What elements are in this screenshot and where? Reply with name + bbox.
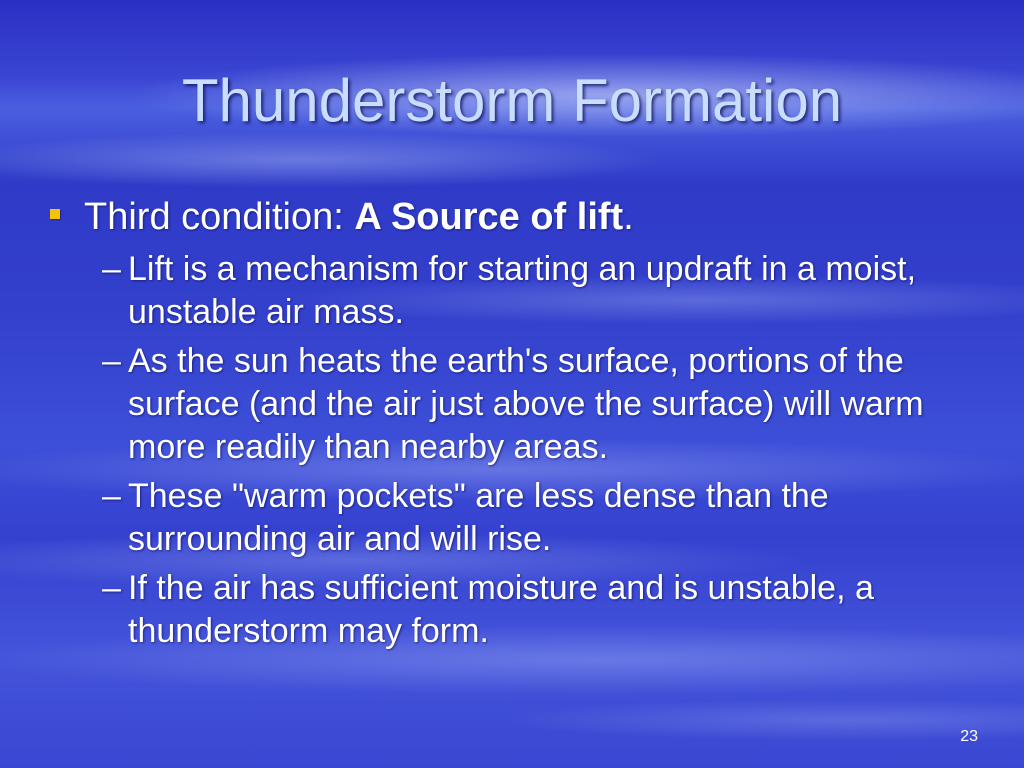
- main-bullet: [48, 192, 988, 242]
- slide-title: Thunderstorm Formation: [181, 67, 843, 134]
- main-bullet-emphasis: A Source of lift: [354, 196, 624, 238]
- dash-bullet-icon: –: [102, 250, 121, 288]
- sub-bullet-text: Lift is a mechanism for starting an updraft in a moist, unstable air mass.: [128, 250, 917, 331]
- main-bullet-suffix: .: [623, 196, 634, 238]
- slide-content: [48, 192, 988, 653]
- square-bullet-icon: [50, 209, 60, 219]
- dash-bullet-icon: –: [102, 342, 121, 380]
- sub-bullet: [102, 340, 988, 469]
- main-bullet-prefix: Third condition:: [84, 196, 355, 238]
- sub-bullet: [102, 475, 988, 561]
- sub-bullet-text: These "warm pockets" are less dense than the surrounding air and will rise.: [128, 477, 829, 558]
- sub-bullet: [102, 567, 988, 653]
- sub-bullet: [102, 248, 988, 334]
- sub-bullet-text: As the sun heats the earth's surface, portions of the surface (and the air just above the surface) will warm more readily than nearby areas.: [128, 342, 924, 466]
- sub-bullet-text: If the air has sufficient moisture and is unstable, a thunderstorm may form.: [128, 569, 874, 650]
- page-number: 23: [960, 728, 978, 745]
- dash-bullet-icon: –: [102, 569, 121, 607]
- dash-bullet-icon: –: [102, 477, 121, 515]
